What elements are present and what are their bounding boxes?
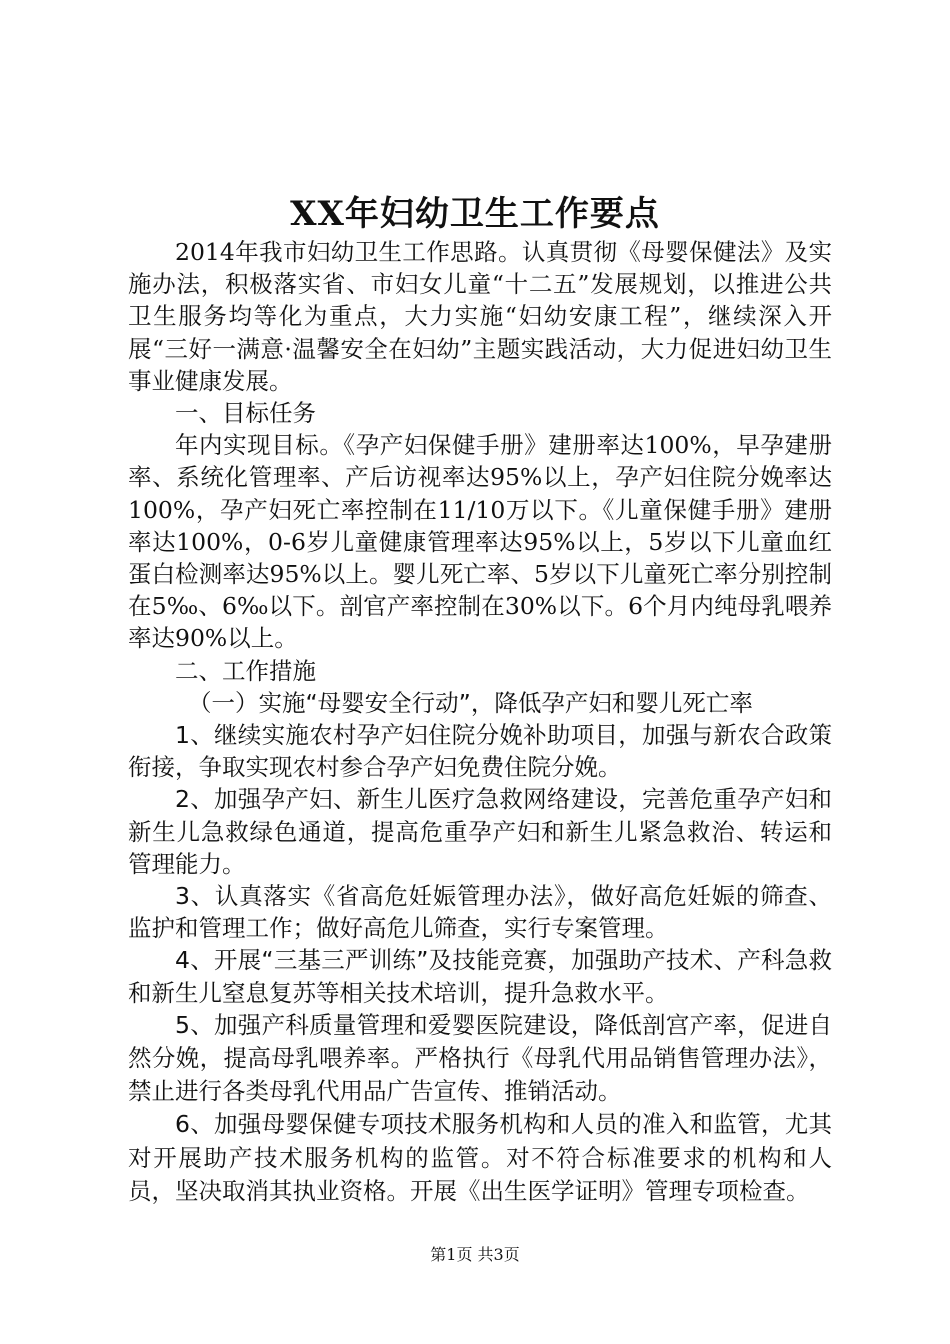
measure-item-6-part-1: 6、加强母婴保健专项技术服务机构和人员的准入和监管，尤其对开展助产技术服务机构的监管。: [128, 1110, 832, 1172]
intro-paragraph: 2014年我市妇幼卫生工作思路。认真贯彻《母婴保健法》及实施办法，积极落实省、市妇女儿童“十二五”发展规划，以推进公共卫生服务均等化为重点，大力实施“妇幼安康工程”，继续深入开展“三好一满意·温馨安全在妇幼”主题实践活动，大力促进妇幼卫生事业健康发展。: [128, 238, 832, 395]
measure-item-5: [128, 1009, 832, 1109]
subsection-heading-safety: （一）实施“母婴安全行动”，降低孕产妇和婴儿死亡率: [188, 688, 753, 717]
measure-item-3: 3、认真落实《省高危妊娠管理办法》，做好高危妊娠的筛查、监护和管理工作；做好高危儿筛查，实行专案管理。: [128, 882, 832, 943]
page-footer: 第1页 共3页: [430, 1245, 520, 1264]
measure-item-2: 2、加强孕产妇、新生儿医疗急救网络建设，完善危重孕产妇和新生儿急救绿色通道，提高危重孕产妇和新生儿紧急救治、转运和管理能力。: [128, 785, 832, 878]
measure-item-6-part-2: 对不符合标准要求的机构和人员，坚决取消其执业资格。开展《出生医学证明》管理专项检查。: [128, 1143, 833, 1205]
document-title: XX年妇幼卫生工作要点: [290, 194, 660, 234]
goals-paragraph: 年内实现目标。《孕产妇保健手册》建册率达100%，早孕建册率、系统化管理率、产后访视率达95%以上，孕产妇住院分娩率达100%，孕产妇死亡率控制在11/10万以下。《儿童保健手册》建册率达100%，0-6岁儿童健康管理率达95%以上，5岁以下儿童血红蛋白检测率达95%以上。婴儿死亡率、5岁以下儿童死亡率分别控制在5‰、6‰以下。剖官产率控制在30%以下。6个月内纯母乳喂养率达90%以上。: [128, 431, 832, 653]
section-heading-measures: 二、工作措施: [175, 656, 316, 685]
measure-item-5-part-2: 严格执行《母乳代用品销售管理办法》，禁止进行各类母乳代用品广告宣传、推销活动。: [128, 1044, 833, 1106]
measure-item-6: [128, 1108, 832, 1208]
document-body: [128, 236, 832, 1208]
measure-item-4: 4、开展“三基三严训练”及技能竞赛，加强助产技术、产科急救和新生儿窒息复苏等相关技术培训，提升急救水平。: [128, 946, 832, 1007]
section-heading-goals: 一、目标任务: [175, 399, 316, 428]
measure-item-1: 1、继续实施农村孕产妇住院分娩补助项目，加强与新农合政策衔接，争取实现农村参合孕产妇免费住院分娩。: [128, 721, 832, 782]
measure-item-5-part-1: 5、加强产科质量管理和爱婴医院建设，降低剖宫产率，促进自然分娩，提高母乳喂养率。: [128, 1010, 832, 1073]
